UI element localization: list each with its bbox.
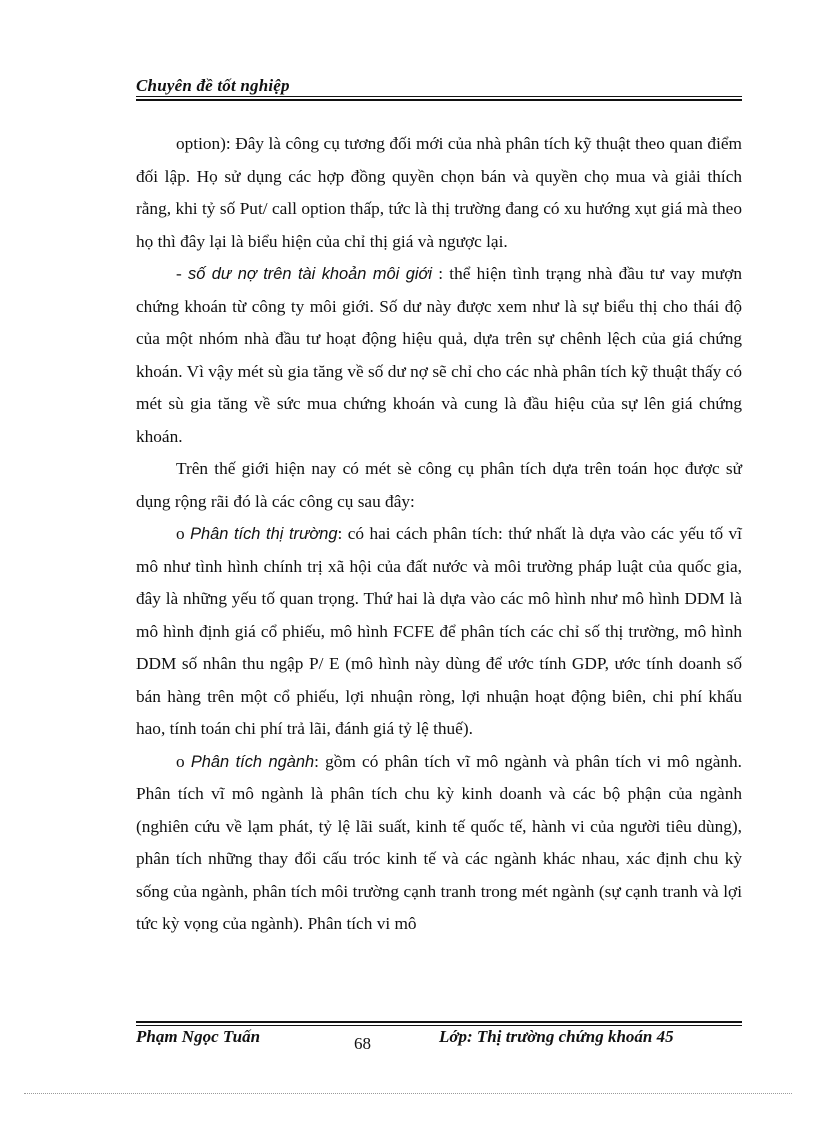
term: Phân tích ngành [190,752,315,771]
bullet-marker: o [176,524,191,543]
footer-author: Phạm Ngọc Tuấn [136,1027,261,1046]
term: Phân tích thị trường [190,525,338,543]
dash-marker: - [176,264,188,283]
header-divider-thick [136,99,742,101]
paragraph: option): Đây là công cụ tương đối mới của nhà phân tích kỹ thuật theo quan điểm đối lập. Họ sử dụng các hợp đồng quyền chọn bán và quyền chọ mua và giải thích rằng, khi tỷ số Put/ call option thấp, tức là thị trường đang có xu hướng xụt giá mà theo họ thì đây lại là biểu hiện của chỉ thị giá và ngược lại. [136,134,742,251]
header-divider [136,96,742,97]
footer-divider [136,1025,742,1026]
text: : gồm có phân tích vĩ mô ngành và phân tích vi mô ngành. Phân tích vĩ mô ngành là phân tích chu kỳ kinh doanh và các bộ phận của ngành (nghiên cứu về lạm phát, tỷ lệ lãi suất, kinh tế quốc tế, hành vi của người tiêu dùng), phân tích những thay đổi cấu tróc kinh tế và các ngành khác nhau, xác định chu kỳ sống của ngành, phân tích môi trường cạnh tranh trong mét ngành (sự cạnh tranh và lợi tức kỳ vọng của ngành). Phân tích vi mô [136,751,743,933]
bullet-marker: o [176,751,191,771]
text: : thể hiện tình trạng nhà đầu tư vay mượn chứng khoán từ công ty môi giới. Số dư này được xem như là sự biểu thị cho thái độ của một nhóm nhà đầu tư hoạt động hiệu quả, dựa trên sự chênh lệch của giá chứng khoán. Vì vậy mét sù gia tăng về số dư nợ sẽ chỉ cho các nhà phân tích kỹ thuật thấy có mét sù gia tăng về sức mua chứng khoán và cung là đầu hiệu của sự lên giá chứng khoán. [136,264,743,446]
list-item [136,518,742,746]
list-item [136,746,742,941]
page-boundary [24,1093,792,1094]
footer-divider-thick [136,1021,742,1023]
term: số dư nợ trên tài khoản môi giới [188,265,433,283]
page-number: 68 [354,1034,371,1053]
footer-class: Lớp: Thị trường chứng khoán 45 [439,1027,674,1046]
header-title: Chuyên đề tốt nghiệp [136,76,290,95]
paragraph: Trên thế giới hiện nay có mét sè công cụ phân tích dựa trên toán học được sử dụng rộng rãi đó là các công cụ sau đây: [136,459,742,511]
document-body [136,128,742,941]
paragraph [136,258,742,453]
text: : có hai cách phân tích: thứ nhất là dựa vào các yếu tố vĩ mô như tình hình chính trị xã hội của đất nước và môi trường pháp luật của quốc gia, đây là những yếu tố quan trọng. Thứ hai là dựa vào các mô hình như mô hình DDM là mô hình định giá cổ phiếu, mô hình FCFE để phân tích các chỉ số thị trường, mô hình DDM số nhân thu ngập P/ E (mô hình này dùng để ước tính GDP, ước tính doanh số bán hàng trên một cổ phiếu, lợi nhuận ròng, lợi nhuận hoạt động biên, chi phí khấu hao, tính toán chi phí trả lãi, đánh giá tỷ lệ thuế). [136,524,742,738]
